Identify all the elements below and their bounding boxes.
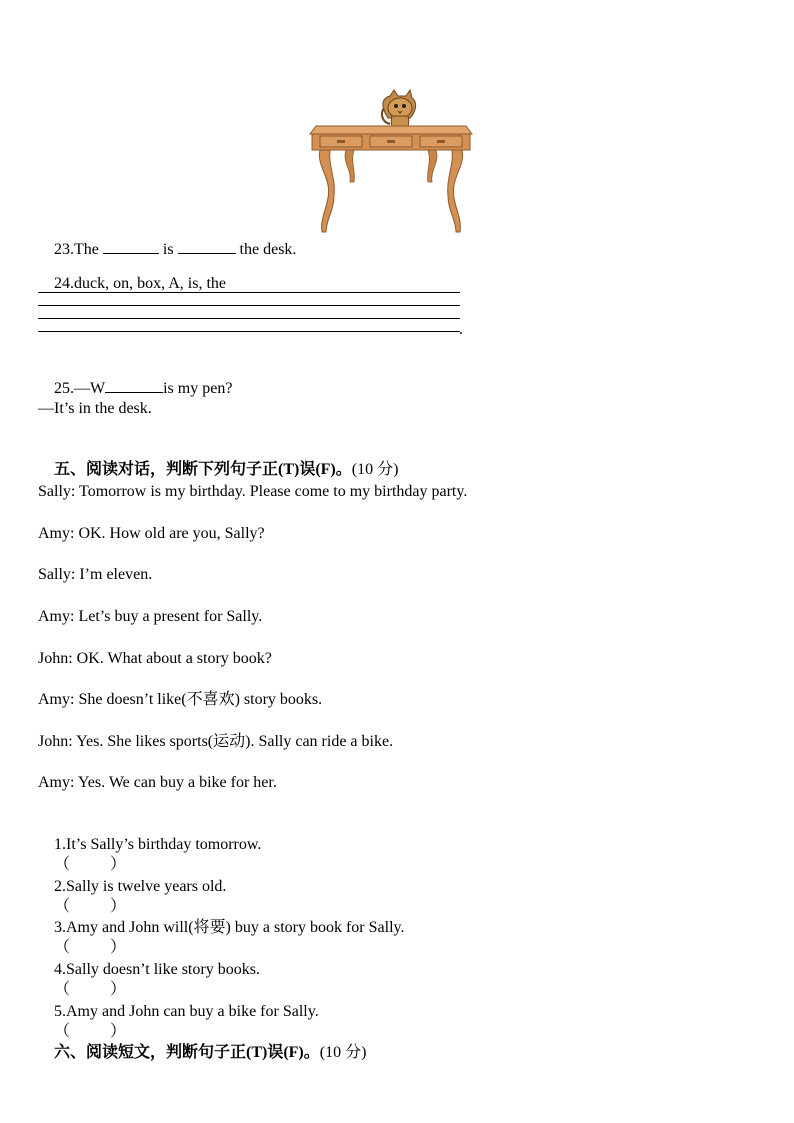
section-6-heading [38,1023,366,1083]
q24-text: 24.duck, on, box, A, is, the [54,275,226,292]
answer-paren[interactable]: （ ） [54,939,127,956]
answer-blank[interactable] [103,239,159,254]
answer-line[interactable] [38,318,460,319]
dialogue-line: Amy: Let’s buy a present for Sally. [38,608,263,625]
q25-prefix: 25.—W [54,380,106,397]
q23-mid: is [162,241,178,258]
answer-blank[interactable] [105,378,163,393]
answer-paren[interactable]: （ ） [54,898,127,915]
judgement-text: 4.Sally doesn’t like story books. [54,961,260,978]
answer-paren[interactable]: （ ） [54,981,127,998]
answer-paren[interactable]: （ ） [54,1023,127,1040]
dialogue-line: Sally: Tomorrow is my birthday. Please come to my birthday party. [38,483,468,500]
dialogue-line: Amy: Yes. We can buy a bike for her. [38,774,277,791]
judgement-text: 5.Amy and John can buy a bike for Sally. [54,1003,319,1020]
answer-paren[interactable]: （ ） [54,856,127,873]
cat-on-desk-illustration [306,78,476,238]
section-5-score: (10 分) [351,461,399,478]
dialogue-line: Sally: I’m eleven. [38,566,153,583]
answer-line[interactable] [38,292,460,293]
dialogue-line: John: OK. What about a story book? [38,650,272,667]
desk-icon [310,126,472,232]
judgement-text: 2.Sally is twelve years old. [54,878,227,895]
q25-suffix: is my pen? [163,380,233,397]
judgement-text: 3.Amy and John will(将要) buy a story book for Sally. [54,919,405,936]
dialogue-line: Amy: OK. How old are you, Sally? [38,525,265,542]
section-5-title: 五、阅读对话，判断下列句子正(T)误(F)。 [54,461,352,478]
q24-end-mark: . [459,321,463,338]
q23-suffix: the desk. [239,241,297,258]
judgement-text: 1.It’s Sally’s birthday tomorrow. [54,836,262,853]
answer-line[interactable] [38,305,460,306]
answer-line[interactable] [38,331,460,332]
dialogue-line: John: Yes. She likes sports(运动). Sally can ride a bike. [38,733,394,750]
q25-answer: —It’s in the desk. [38,400,152,417]
section-6-title: 六、阅读短文，判断句子正(T)误(F)。 [54,1044,320,1061]
q23-prefix: 23.The [54,241,103,258]
section-6-score: (10 分) [319,1044,367,1061]
answer-blank[interactable] [178,239,236,254]
dialogue-line: Amy: She doesn’t like(不喜欢) story books. [38,691,323,708]
